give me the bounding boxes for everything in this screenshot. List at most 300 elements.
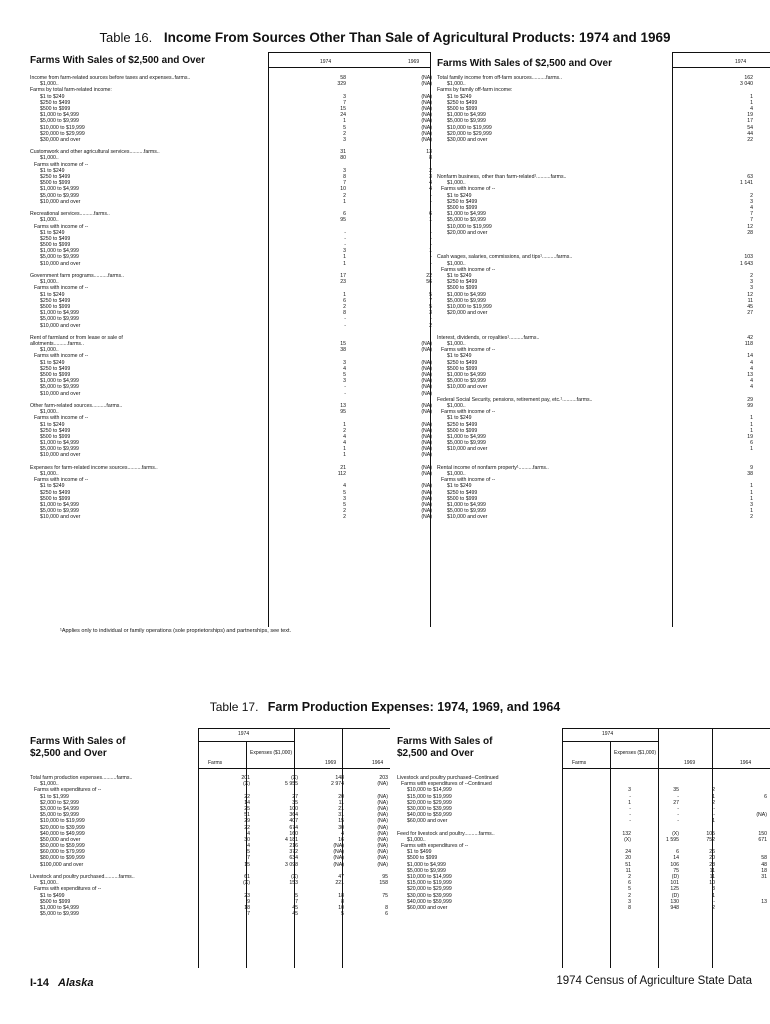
row-value: 11 bbox=[709, 867, 715, 874]
row-label: $250 to $499 bbox=[447, 359, 478, 366]
row-label: $500 to $999 bbox=[407, 855, 438, 862]
row-value: 56 bbox=[426, 279, 432, 286]
row-value: 11 bbox=[625, 867, 631, 874]
row-label: $250 to $499 bbox=[447, 99, 478, 106]
row-value: (NA) bbox=[421, 433, 432, 440]
state-name: Alaska bbox=[58, 977, 94, 989]
row-value: 28 bbox=[709, 861, 715, 868]
row-value: 12 bbox=[747, 291, 753, 298]
row-label: $500 to $999 bbox=[447, 204, 478, 211]
row-value: 4 bbox=[343, 483, 346, 490]
row-value: 22 bbox=[426, 273, 432, 279]
row-value: 95 bbox=[382, 874, 388, 880]
row-value: 752 bbox=[706, 836, 715, 843]
row-value: 2 bbox=[429, 322, 432, 329]
row-label: $250 to $499 bbox=[40, 365, 71, 372]
row-value: 372 bbox=[289, 849, 298, 856]
row-label: $5,000 to $9,999 bbox=[447, 297, 486, 304]
row-value: 13 bbox=[747, 372, 753, 378]
row-value: 18 bbox=[338, 892, 344, 899]
row-label: $1,000 to $4,999 bbox=[40, 248, 79, 255]
row-label: $500 to $999 bbox=[40, 898, 71, 905]
row-value: 8 bbox=[343, 310, 346, 317]
row-value: (NA) bbox=[421, 421, 432, 428]
row-label: $1 to $249 bbox=[447, 93, 472, 100]
row-value: 1 bbox=[750, 508, 753, 515]
row-value: 20 bbox=[338, 793, 344, 800]
row-label: Federal Social Security, pensions, retirement pay, etc.¹..........farms.. bbox=[437, 396, 593, 403]
row-value: 24 bbox=[340, 112, 346, 119]
row-value: 13 bbox=[340, 402, 346, 409]
row-value: 27 bbox=[292, 793, 298, 800]
row-value: 31 bbox=[340, 149, 346, 156]
row-value: 3 bbox=[628, 898, 631, 905]
table17-left-col-farms: Farms bbox=[208, 760, 223, 766]
row-value: 27 bbox=[673, 799, 679, 806]
table17-title bbox=[0, 700, 770, 714]
row-value: (NA) bbox=[421, 365, 432, 372]
table16-right-panel bbox=[437, 75, 753, 521]
row-value: 160 bbox=[289, 830, 298, 837]
row-value: (D) bbox=[671, 874, 679, 880]
row-value: 21 bbox=[340, 464, 346, 471]
row-label: Rent of farmland or from lease or sale of bbox=[30, 334, 123, 341]
row-value: (NA) bbox=[421, 501, 432, 508]
row-label: $5,000 to $9,999 bbox=[447, 378, 486, 385]
row-value: 26 bbox=[709, 849, 715, 856]
row-value: 3 bbox=[343, 248, 346, 255]
row-label: $500 to $999 bbox=[40, 242, 71, 249]
row-label: allotments..........farms.. bbox=[30, 341, 84, 348]
row-label: $60,000 and over bbox=[407, 904, 448, 911]
row-label: $1,000 to $4,999 bbox=[40, 112, 79, 119]
row-value: 6 bbox=[676, 849, 679, 856]
row-value: 45 bbox=[292, 904, 298, 911]
row-value: (NA) bbox=[377, 843, 388, 850]
row-label: $1,000.. bbox=[447, 81, 466, 88]
row-value: 5 bbox=[295, 892, 298, 899]
row-value: 28 bbox=[747, 229, 753, 236]
row-value: 2 bbox=[343, 130, 346, 137]
row-value: 17 bbox=[747, 118, 753, 125]
row-label: $500 to $999 bbox=[447, 365, 478, 372]
row-value: (NA) bbox=[333, 849, 344, 856]
row-value: - bbox=[677, 805, 679, 812]
row-value: 6 bbox=[385, 911, 388, 918]
row-value: 4 bbox=[429, 180, 432, 187]
row-value: 7 bbox=[750, 217, 753, 224]
row-label: $10,000 and over bbox=[447, 514, 488, 521]
table17-heading-line2: $2,500 and Over bbox=[30, 748, 107, 759]
row-value: 7 bbox=[295, 898, 298, 905]
row-value: (NA) bbox=[421, 464, 432, 471]
row-value: 12 bbox=[747, 223, 753, 230]
row-label: $1 to $249 bbox=[447, 353, 472, 360]
row-value: - bbox=[430, 192, 432, 199]
row-value: 216 bbox=[289, 843, 298, 850]
row-value: 1 bbox=[343, 291, 346, 298]
row-value: 1 bbox=[343, 421, 346, 428]
row-value: 4 bbox=[750, 384, 753, 391]
row-label: $250 to $499 bbox=[40, 427, 71, 434]
row-label: $1 to $249 bbox=[40, 291, 65, 298]
row-value: 1 bbox=[628, 799, 631, 806]
row-label: $20,000 and over bbox=[447, 310, 488, 317]
row-value: (NA) bbox=[421, 359, 432, 366]
row-value: 9 bbox=[247, 898, 250, 905]
row-value: 30 bbox=[244, 836, 250, 843]
row-value bbox=[715, 905, 767, 911]
row-value: 1 bbox=[750, 415, 753, 422]
row-value: (NA) bbox=[421, 378, 432, 385]
row-value: - bbox=[344, 322, 346, 329]
row-value: 329 bbox=[337, 81, 346, 88]
row-label: Farms with income of -- bbox=[34, 415, 89, 422]
row-value: 11 bbox=[709, 874, 715, 880]
row-value: 4 bbox=[343, 365, 346, 372]
row-value: 13 bbox=[426, 149, 432, 156]
row-label: $20,000 to $29,999 bbox=[407, 799, 452, 806]
row-value: 1 bbox=[750, 93, 753, 100]
table17-right-col-farms: Farms bbox=[572, 760, 587, 766]
row-value: 1 bbox=[343, 446, 346, 453]
row-value: 1 595 bbox=[666, 836, 679, 843]
row-value: - bbox=[430, 316, 432, 323]
row-label: Farms with income of -- bbox=[34, 285, 89, 292]
row-value: 4 bbox=[750, 204, 753, 211]
row-value: 125 bbox=[670, 886, 679, 893]
row-label: Farms with expenditures of -- bbox=[34, 787, 102, 794]
row-value: 35 bbox=[673, 787, 679, 794]
row-value: 101 bbox=[670, 880, 679, 887]
row-value: (NA) bbox=[421, 402, 432, 409]
row-value: 118 bbox=[744, 341, 753, 348]
row-value: 20 bbox=[625, 855, 631, 862]
row-label: Farms with income of -- bbox=[441, 347, 496, 354]
row-value: 4 bbox=[341, 830, 344, 837]
row-label: $250 to $499 bbox=[447, 279, 478, 286]
row-label: $10,000 and over bbox=[447, 446, 488, 453]
row-label: $1,000 to $4,999 bbox=[40, 904, 79, 911]
row-value: (NA) bbox=[333, 861, 344, 868]
row-label: $30,000 and over bbox=[447, 136, 488, 143]
table-row bbox=[30, 911, 388, 917]
row-value: - bbox=[430, 242, 432, 249]
row-label: $50,000 to $59,999 bbox=[40, 843, 85, 850]
row-value: 20 bbox=[709, 855, 715, 862]
row-value: 54 bbox=[747, 124, 753, 131]
row-label: Rental income of nonfarm property¹..........farms.. bbox=[437, 464, 549, 471]
row-value: 3 bbox=[750, 198, 753, 205]
row-value: (NA) bbox=[421, 489, 432, 496]
row-value: (X) bbox=[672, 830, 679, 837]
row-value: 3 bbox=[712, 886, 715, 893]
row-label: $5,000 to $9,999 bbox=[40, 118, 79, 125]
row-value: (NA) bbox=[421, 130, 432, 137]
row-value: 3 bbox=[750, 501, 753, 508]
row-label: $5,000 to $9,999 bbox=[40, 384, 79, 391]
row-label: $500 to $999 bbox=[40, 495, 71, 502]
row-value: 1 bbox=[712, 793, 715, 800]
row-value: 4 bbox=[247, 843, 250, 850]
row-value: - bbox=[677, 812, 679, 819]
row-value: 22 bbox=[747, 136, 753, 143]
row-value: 674 bbox=[289, 824, 298, 831]
table17-left-heading bbox=[30, 736, 126, 760]
row-value: (X) bbox=[243, 880, 250, 887]
row-label: $30,000 to $39,999 bbox=[407, 805, 452, 812]
row-label: $500 to $999 bbox=[40, 105, 71, 112]
row-value: - bbox=[713, 805, 715, 812]
row-label: $250 to $499 bbox=[447, 421, 478, 428]
row-label: $1,000.. bbox=[447, 341, 466, 348]
row-value: 6 bbox=[628, 880, 631, 887]
row-value: 1 643 bbox=[740, 260, 753, 267]
row-value: 38 bbox=[340, 347, 346, 354]
row-value: 15 bbox=[340, 341, 346, 348]
row-value: 1 bbox=[750, 495, 753, 502]
row-value: 4 bbox=[429, 186, 432, 193]
row-value: - bbox=[344, 390, 346, 397]
row-label: $1 to $499 bbox=[40, 892, 65, 899]
row-label: Farms with income of -- bbox=[34, 161, 89, 168]
row-label: $500 to $999 bbox=[40, 372, 71, 378]
row-value: (NA) bbox=[421, 390, 432, 397]
row-label: $1,000.. bbox=[447, 471, 466, 477]
row-value: 5 bbox=[343, 124, 346, 131]
row-label: $1,000 to $4,999 bbox=[407, 861, 446, 868]
row-value: (NA) bbox=[421, 75, 432, 81]
row-value: 5 bbox=[343, 372, 346, 378]
row-value: 51 bbox=[244, 812, 250, 819]
row-value: 5 bbox=[343, 501, 346, 508]
row-label: $20,000 to $39,999 bbox=[40, 824, 85, 831]
row-value: 158 bbox=[379, 880, 388, 887]
row-value: 1 bbox=[750, 427, 753, 434]
row-label: $1,000 to $4,999 bbox=[447, 433, 486, 440]
row-label: $10,000 and over bbox=[40, 198, 81, 205]
row-value: 19 bbox=[747, 433, 753, 440]
row-value: - bbox=[344, 384, 346, 391]
row-label: Expenses for farm-related income sources..........farms.. bbox=[30, 464, 158, 471]
row-label: $30,000 to $39,999 bbox=[407, 892, 452, 899]
row-value: (NA) bbox=[377, 861, 388, 868]
row-value: (NA) bbox=[377, 836, 388, 843]
row-value: 5 bbox=[341, 911, 344, 918]
row-label: Farms by family off-farm income: bbox=[437, 87, 513, 94]
row-value: 203 bbox=[379, 775, 388, 781]
row-value: 23 bbox=[244, 892, 250, 899]
row-value: (NA) bbox=[421, 427, 432, 434]
row-value: (NA) bbox=[333, 843, 344, 850]
row-label: $1,000 to $4,999 bbox=[447, 291, 486, 298]
table16-left-col-1974: 1974 bbox=[320, 59, 332, 65]
row-label: $10,000 to $14,999 bbox=[407, 874, 452, 880]
row-value: - bbox=[677, 818, 679, 825]
row-label: $1,000.. bbox=[40, 279, 59, 286]
row-value: 2 bbox=[750, 192, 753, 199]
row-label: Interest, dividends, or royalties¹..........farms.. bbox=[437, 334, 540, 341]
row-value: 1 bbox=[750, 489, 753, 496]
row-label: $1,000.. bbox=[40, 781, 59, 788]
row-value: 100 bbox=[289, 805, 298, 812]
row-value: 6 bbox=[343, 211, 346, 218]
row-label: Farms with income of -- bbox=[441, 266, 496, 273]
row-label: $5,000 to $9,999 bbox=[40, 812, 79, 819]
row-value: (NA) bbox=[421, 347, 432, 354]
row-label: $1,000 to $4,999 bbox=[447, 211, 486, 218]
row-value: 42 bbox=[747, 334, 753, 341]
row-label: Farms by total farm-related income: bbox=[30, 87, 112, 94]
row-label: $15,000 to $19,999 bbox=[407, 793, 452, 800]
row-value: 1 bbox=[343, 254, 346, 261]
row-value: (NA) bbox=[377, 781, 388, 788]
row-label: $1,000.. bbox=[40, 409, 59, 416]
table16-left-col-1969: 1969 bbox=[408, 59, 420, 65]
row-value: 3 bbox=[750, 279, 753, 286]
row-label: $5,000 to $9,999 bbox=[447, 217, 486, 224]
row-value: 407 bbox=[289, 818, 298, 825]
row-value: 4 bbox=[750, 359, 753, 366]
row-value: (NA) bbox=[421, 452, 432, 459]
row-label: Nonfarm business, other than farm-related¹..........farms.. bbox=[437, 174, 567, 180]
row-label: $10,000 and over bbox=[40, 390, 81, 397]
row-value: 6 bbox=[429, 211, 432, 218]
row-label: $1,000 to $4,999 bbox=[447, 501, 486, 508]
row-value: (NA) bbox=[377, 805, 388, 812]
row-label: $50,000 and over bbox=[40, 836, 81, 843]
row-label: $1,000.. bbox=[447, 260, 466, 267]
row-value: 45 bbox=[292, 911, 298, 918]
row-value: 10 bbox=[709, 880, 715, 887]
row-value: 4 bbox=[247, 830, 250, 837]
table16-title-text: Income From Sources Other Than Sale of Agricultural Products: 1974 and 1969 bbox=[163, 30, 671, 45]
row-value: (NA) bbox=[421, 409, 432, 416]
table16-footnote: ¹Applies only to individual or family operations (sole proprietorships) and partnerships, see text. bbox=[60, 628, 292, 634]
row-value: 31 bbox=[761, 874, 767, 880]
row-value: 58 bbox=[340, 75, 346, 81]
row-label: $2,000 to $2,999 bbox=[40, 799, 79, 806]
row-value: 7 bbox=[247, 855, 250, 862]
row-value: 51 bbox=[625, 861, 631, 868]
row-value: 3 bbox=[343, 167, 346, 174]
row-value: (NA) bbox=[421, 483, 432, 490]
row-value: (NA) bbox=[377, 799, 388, 806]
row-value: (NA) bbox=[421, 372, 432, 378]
row-value: 61 bbox=[244, 874, 250, 880]
row-value: 13 bbox=[761, 898, 767, 905]
row-value: - bbox=[713, 898, 715, 905]
row-value: 5 bbox=[628, 886, 631, 893]
row-label: $20,000 to $29,999 bbox=[407, 886, 452, 893]
row-value: 58 bbox=[761, 855, 767, 862]
row-value: 2 bbox=[750, 514, 753, 521]
table16-title bbox=[0, 30, 770, 45]
row-label: $10,000 to $19,999 bbox=[40, 818, 85, 825]
row-value: 3 098 bbox=[285, 861, 298, 868]
row-value: (NA) bbox=[421, 495, 432, 502]
row-value: (NA) bbox=[377, 855, 388, 862]
row-value: 1 bbox=[343, 198, 346, 205]
table16-left-panel bbox=[30, 75, 432, 521]
row-label: $10,000 and over bbox=[40, 514, 81, 521]
row-value: 2 bbox=[429, 167, 432, 174]
row-value: 10 bbox=[340, 186, 346, 193]
row-label: $1 to $249 bbox=[40, 229, 65, 236]
table17-right-panel bbox=[397, 775, 767, 911]
row-value: 27 bbox=[747, 310, 753, 317]
row-value: (NA) bbox=[421, 341, 432, 348]
row-value: 14 bbox=[673, 855, 679, 862]
row-label: $1 to $249 bbox=[447, 192, 472, 199]
row-value: 99 bbox=[747, 402, 753, 409]
row-label: $250 to $499 bbox=[40, 99, 71, 106]
table17-right-heading bbox=[397, 736, 493, 760]
row-label: Feed for livestock and poultry..........farms.. bbox=[397, 830, 495, 837]
row-value: 3 bbox=[429, 310, 432, 317]
row-value: 201 bbox=[241, 775, 250, 781]
row-label: Farms with expenditures of --Continued bbox=[401, 781, 492, 788]
row-value: 22 bbox=[244, 824, 250, 831]
row-value: - bbox=[430, 254, 432, 261]
row-value: (D) bbox=[671, 892, 679, 899]
row-value: 7 bbox=[750, 211, 753, 218]
row-label: $10,000 and over bbox=[40, 322, 81, 329]
row-value: - bbox=[344, 229, 346, 236]
row-label: $60,000 to $79,999 bbox=[40, 849, 85, 856]
row-value: 1 141 bbox=[740, 180, 753, 187]
row-label: Total farm production expenses..........farms.. bbox=[30, 775, 133, 781]
row-label: $1 to $249 bbox=[447, 483, 472, 490]
row-value: 14 bbox=[747, 353, 753, 360]
row-label: $1 to $249 bbox=[447, 273, 472, 279]
row-label: $20,000 and over bbox=[447, 229, 488, 236]
row-value: 24 bbox=[625, 849, 631, 856]
row-label: $20,000 to $29,999 bbox=[40, 130, 85, 137]
row-label: Livestock and poultry purchased--Continued bbox=[397, 775, 499, 781]
row-label: $500 to $999 bbox=[447, 427, 478, 434]
table16-right-col-1974: 1974 bbox=[735, 59, 747, 65]
table17-right-heading-line2: $2,500 and Over bbox=[397, 748, 474, 759]
row-value: (X) bbox=[243, 781, 250, 788]
row-value: 8 bbox=[385, 904, 388, 911]
row-label: $10,000 to $14,999 bbox=[407, 787, 452, 794]
row-value: 671 bbox=[758, 836, 767, 843]
page-footer-source: 1974 Census of Agriculture State Data bbox=[556, 975, 752, 987]
row-value: 5 955 bbox=[285, 781, 298, 788]
row-label: Farms with income of -- bbox=[441, 186, 496, 193]
row-value: 22 bbox=[244, 793, 250, 800]
row-value: 63 bbox=[747, 174, 753, 180]
row-label: $60,000 and over bbox=[407, 818, 448, 825]
row-label: $10,000 to $19,999 bbox=[40, 124, 85, 131]
row-value: 221 bbox=[335, 880, 344, 887]
row-label: Farms with income of -- bbox=[441, 409, 496, 416]
row-value: 4 bbox=[750, 365, 753, 372]
row-label: $1 to $249 bbox=[40, 483, 65, 490]
row-value: 11 bbox=[338, 799, 344, 806]
table17-number: Table 17. bbox=[209, 700, 259, 714]
row-value: (NA) bbox=[333, 855, 344, 862]
row-label: $1,000.. bbox=[40, 880, 59, 887]
row-value: 1 bbox=[750, 483, 753, 490]
row-value: 18 bbox=[244, 904, 250, 911]
row-value: (NA) bbox=[377, 818, 388, 825]
table17-right-col-1969: 1969 bbox=[684, 760, 696, 766]
row-label: $500 to $999 bbox=[447, 105, 478, 112]
row-label: $1 to $249 bbox=[40, 359, 65, 366]
row-value: 1 bbox=[712, 892, 715, 899]
